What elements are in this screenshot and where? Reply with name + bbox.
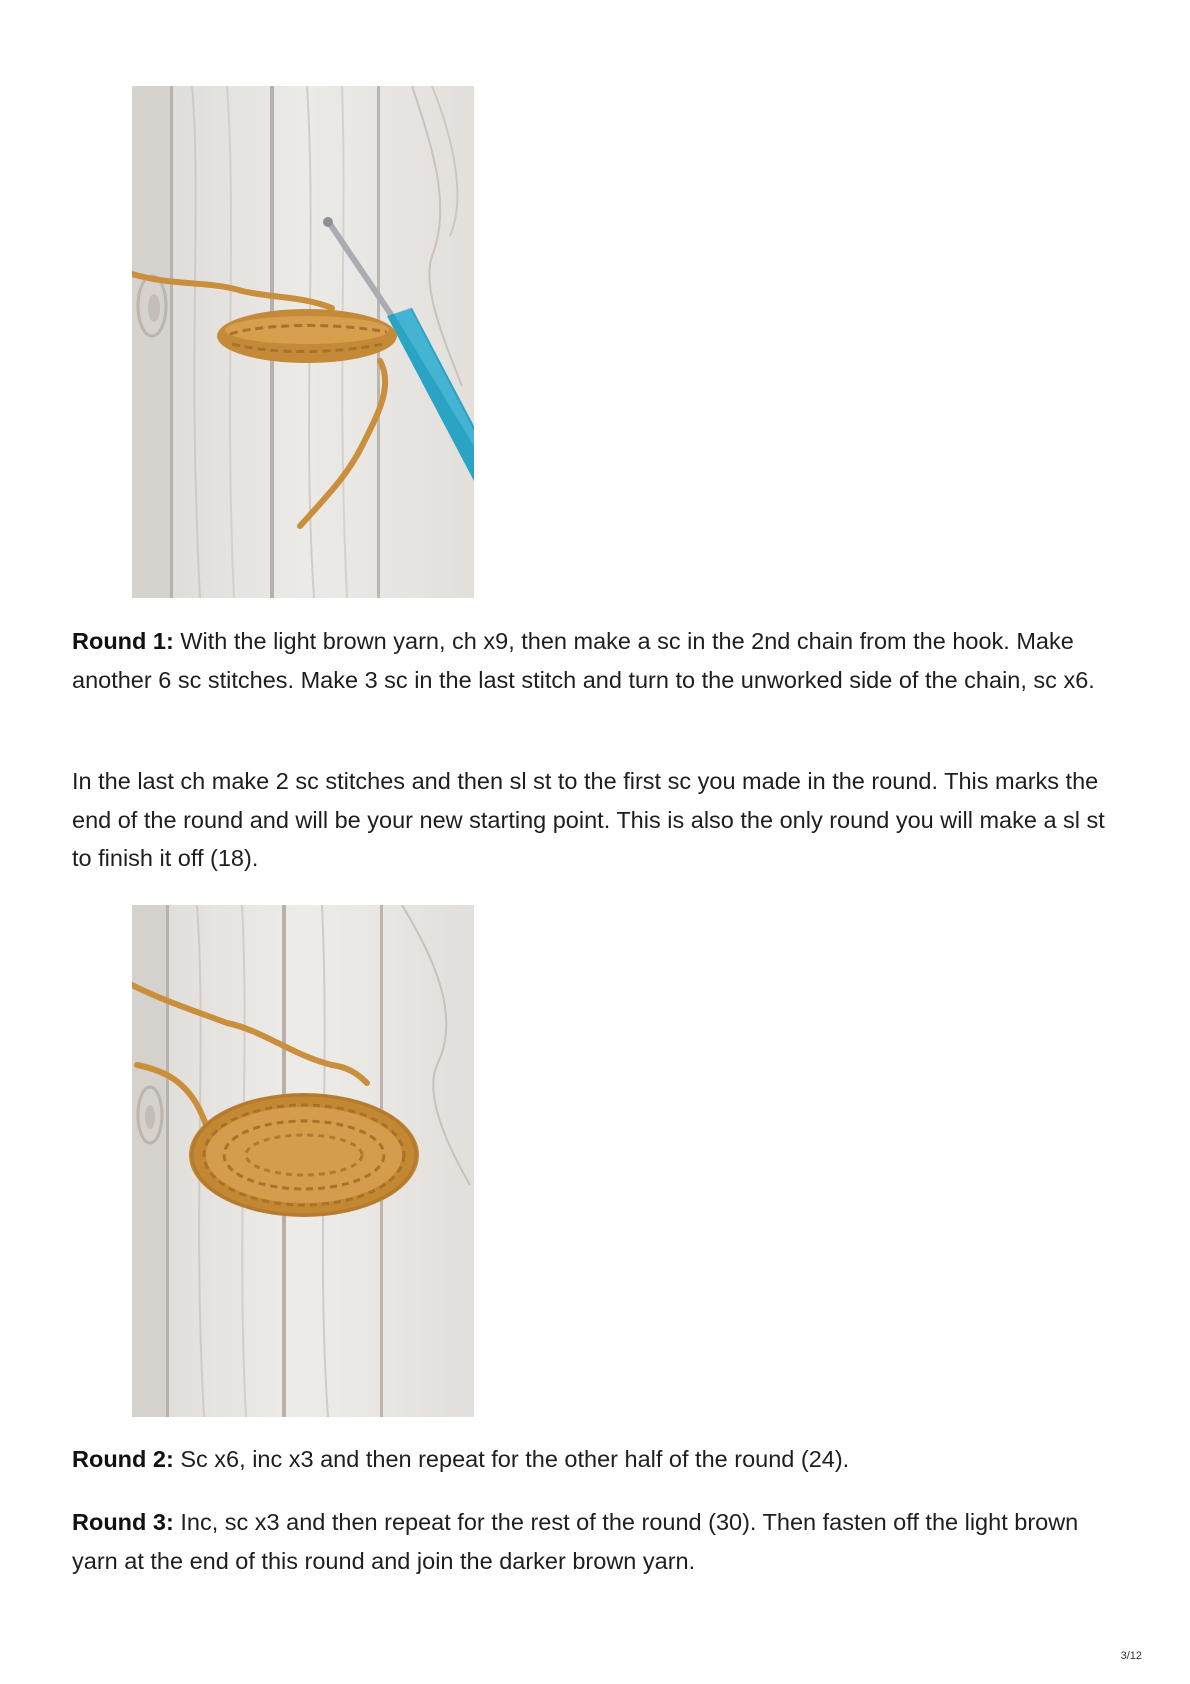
paragraph-round-3 xyxy=(72,1503,1122,1580)
paragraph-text: Inc, sc x3 and then repeat for the rest of the round (30). Then fasten off the light brown yarn at the end of this round and join the darker brown yarn. xyxy=(72,1509,1079,1574)
paragraph-label: Round 1: xyxy=(72,628,174,654)
crochet-chain-with-hook-photo-icon xyxy=(132,86,474,598)
paragraph-label: Round 2: xyxy=(72,1446,174,1472)
paragraph-round-2 xyxy=(72,1440,1122,1479)
paragraph-round-1 xyxy=(72,622,1122,699)
page-number: 3/12 xyxy=(1120,1650,1142,1662)
paragraph-label: Round 3: xyxy=(72,1509,174,1535)
paragraph-text: Sc x6, inc x3 and then repeat for the other half of the round (24). xyxy=(173,1446,850,1472)
paragraph-text: In the last ch make 2 sc stitches and then sl st to the first sc you made in the round. This marks the end of the round and will be your new starting point. This is also the only round you will make a sl st to finish it off (18). xyxy=(72,768,1105,871)
paragraph-round-1-continued xyxy=(72,762,1122,878)
photo-crochet-oval-base xyxy=(132,905,474,1417)
crochet-oval-base-photo-icon xyxy=(132,905,474,1417)
paragraph-text: With the light brown yarn, ch x9, then make a sc in the 2nd chain from the hook. Make another 6 sc stitches. Make 3 sc in the last stitch and turn to the unworked side of the chain, sc x6. xyxy=(72,628,1095,693)
photo-crochet-chain-with-hook xyxy=(132,86,474,598)
